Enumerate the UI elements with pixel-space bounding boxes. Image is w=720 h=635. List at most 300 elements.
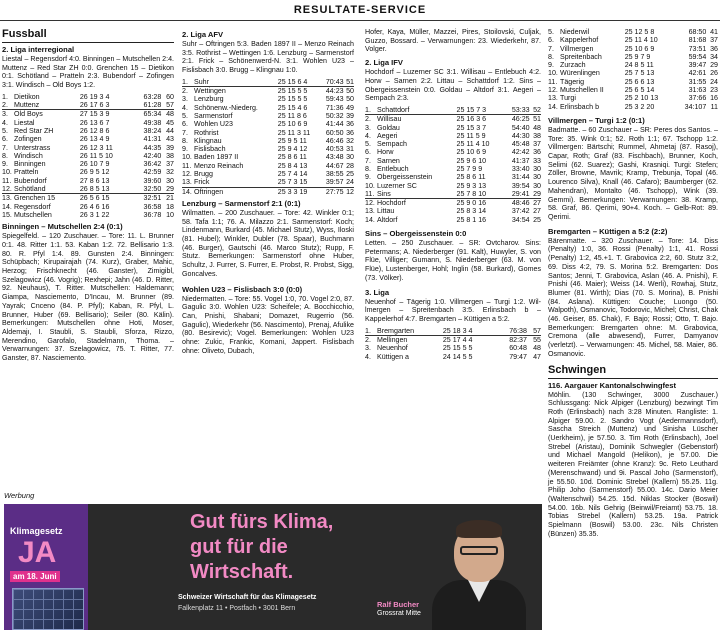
standings-points: 36 <box>346 128 354 137</box>
standings-record: 25 11 4 10 <box>624 36 658 45</box>
standings-goals: 33:40 <box>511 165 530 173</box>
standings-record: 25 18 3 4 <box>443 327 496 336</box>
standings-record: 25 12 5 8 <box>624 28 655 36</box>
standings-record: 25 9 4 12 <box>277 145 308 154</box>
standings-row <box>548 45 718 53</box>
standings-rank: 10. <box>2 168 12 177</box>
league-heading: 2. Liga interregional <box>2 45 75 54</box>
standings-goals: 46:46 <box>325 136 344 145</box>
standings-points: 23 <box>710 86 718 95</box>
standings-points: 29 <box>530 190 541 199</box>
standings-goals: 53:33 <box>504 106 530 115</box>
standings-team: Villmergen <box>560 44 594 53</box>
standings-record: 25 11 5 9 <box>456 131 486 140</box>
standings-row <box>2 144 174 152</box>
standings-points: 50 <box>346 87 354 96</box>
standings-points: 34 <box>710 52 718 61</box>
standings-goals: 41:44 <box>325 120 344 129</box>
standings-record: 25 10 6 9 <box>456 148 487 157</box>
standings-points: 24 <box>710 77 718 86</box>
standings-points: 45 <box>166 118 174 127</box>
ad-label: Werbung <box>4 491 35 500</box>
ad-person-role: Grossrat Mitte <box>377 610 421 617</box>
standings-goals: 79:47 <box>509 352 527 361</box>
ad-vote-date: am 18. Juni <box>10 571 60 582</box>
standings-record: 26 13 4 9 <box>79 135 110 144</box>
standings-row <box>365 353 541 361</box>
standings-goals: 44:23 <box>325 87 344 96</box>
standings-rank: 6. <box>548 36 554 45</box>
standings-points: 21 <box>166 194 174 203</box>
standings-rank: 5. <box>182 112 188 120</box>
standings-goals: 40:53 <box>325 145 344 154</box>
standings-rank: 5. <box>2 127 8 135</box>
standings-team: Bremgarten <box>377 327 443 336</box>
standings-team: Küttigen a <box>377 352 409 361</box>
standings-goals: 36:42 <box>143 160 162 169</box>
standings-goals: 39:47 <box>688 61 707 70</box>
standings-team: Neuenhof <box>377 344 408 353</box>
standings-team: Entlebuch <box>377 165 409 173</box>
standings-goals: 31:55 <box>688 77 707 86</box>
standings-row <box>182 78 354 87</box>
standings-points: 32 <box>346 136 354 145</box>
standings-team: Turgi <box>560 94 576 103</box>
standings-team: Pratteln <box>14 168 39 177</box>
standings-record: 25 8 6 11 <box>456 173 486 182</box>
standings-rank: 11. <box>2 176 12 185</box>
results-summary: Suhr – Oftringen 5:3. Baden 1897 II – Menzo Reinach 3:5. Rothrist – Wettingen 1:6. Lenzburg – Sarmenstorf 2:1. Frick – Schönenwerd-N. 3:1. Wohlen U23 – Fislisbach 3:0. Brugg – Klingnau 1:0. <box>182 40 354 75</box>
standings-rank: 4. <box>182 103 188 112</box>
standings-row <box>548 53 718 61</box>
standings-points: 29 <box>710 61 718 70</box>
standings-points: 52 <box>530 106 541 115</box>
standings-points: 32 <box>166 168 174 177</box>
standings-team: Erlinsbach b <box>560 102 600 111</box>
standings-points: 51 <box>344 78 354 87</box>
standings-rank: 12. <box>365 199 375 208</box>
standings-rank: 13. <box>2 194 12 203</box>
standings-record: 25 11 8 6 <box>277 112 307 120</box>
standings-points: 30 <box>346 153 354 162</box>
standings-goals: 48:46 <box>511 199 530 208</box>
standings-rank: 10. <box>182 153 192 162</box>
standings-rank: 10. <box>548 69 558 78</box>
standings-rank: 13. <box>365 207 375 216</box>
standings-goals: 38:55 <box>325 170 344 179</box>
standings-goals: 34:54 <box>511 215 530 224</box>
standings-points: 28 <box>346 161 354 170</box>
standings-points: 30 <box>533 173 541 182</box>
standings-record: 26 5 6 15 <box>79 194 110 203</box>
standings-goals: 37:42 <box>511 207 530 216</box>
standings-record: 26 10 7 9 <box>79 160 110 169</box>
standings-record: 25 9 6 10 <box>456 156 487 165</box>
standings-row <box>365 344 541 352</box>
standings-goals: 76:38 <box>495 327 527 336</box>
standings-points: 39 <box>346 112 354 120</box>
standings-goals: 32:51 <box>143 194 162 203</box>
standings-row <box>365 115 541 124</box>
standings-rank: 15. <box>2 210 12 219</box>
standings-team: Schattdorf <box>377 106 457 115</box>
standings-team: Wohlen U23 <box>194 120 233 129</box>
standings-row <box>182 87 354 96</box>
standings-record: 25 15 4 6 <box>277 103 308 112</box>
standings-record: 25 8 6 11 <box>277 153 307 162</box>
standings-team: Sins <box>377 190 457 199</box>
standings-goals: 60:48 <box>509 344 527 353</box>
header-rule <box>0 20 720 21</box>
standings-row <box>365 173 541 181</box>
section-heading-fussball: Fussball <box>2 28 174 43</box>
match-report-body: Spiegelfeld. – 120 Zuschauer. – Tore: 11. L. Brunner 0:1. 48. Ritter 1:1. 53. Kaban 1:2. 72. Bellisario 1:3. 80. R. Pfyl 1:4. 89. Gunsten 2:4. Binningen: Schüpbach; Kirupairajah (74. Kurz), Graber, Mahic, Herzog; Frischknecht (46. Ganster), Zimigibl, Szelagowicz (46. Vogrig); Rexhepi; Jahn (46. D. Ritter, 92. Neuhaus), T. Ritter. Mutschellen: Haldemann; Giampa, Nasciemento, D'Incau, M. Brunner (89. Yayrak; Cnceno (84. P. Pfyl); Kaban, R. Pfyl, L. Brunner, Huber (69. Bellisario); Seiler (80. Kälin). Bemerkungen: Mutschellen ohne Hoti, Moser, Aldemajı, I. Staubli, S. Staubli, Sforza, Rizzo, Merendino, Garofalo, Stadelmann, Thoma. – Verwarnungen: 37. Szelagowicz, 75. T. Ritter, 77. Ganster, 87. Nasciemento. <box>2 232 174 363</box>
standings-points: 25 <box>533 215 541 224</box>
standings-record: 25 8 3 14 <box>456 207 487 216</box>
standings-goals: 63:28 <box>143 92 162 101</box>
standings-goals: 71:36 <box>325 103 344 112</box>
standings-rank: 4. <box>365 131 371 140</box>
standings-points: 37 <box>166 160 174 169</box>
standings-rank: 9. <box>365 173 371 182</box>
standings-points: 16 <box>710 94 718 103</box>
column-3 <box>365 28 541 364</box>
standings-row <box>182 187 354 196</box>
standings-row <box>2 203 174 211</box>
standings-team: Schötland <box>14 185 80 194</box>
league-heading: 2. Liga IFV <box>365 58 403 68</box>
standings-team: Windisch <box>14 151 43 160</box>
ad-vote-text: JA <box>18 536 57 569</box>
standings-record: 26 13 6 7 <box>79 118 110 127</box>
standings-points: 33 <box>533 156 541 165</box>
standings-rank: 1. <box>365 106 377 115</box>
standings-goals: 37:66 <box>688 94 707 103</box>
standings-rank: 14. <box>182 187 192 196</box>
standings-team: Sempach <box>377 140 407 149</box>
standings-record: 26 4 6 16 <box>79 202 110 211</box>
match-report-body: Letten. – 250 Zuschauer. – SR: Ovtcharov. Sins: Petermans; A. Niederberger (91. Kalt), Huwyler, S. von Flüe, Villiger; Gumann, S. Niederberger (63. M. von Flüe), Lustenberger, Hohl; Inglin (58. Burkard), Gomes (73. Völker). <box>365 239 541 282</box>
standings-team: Spreitenbach <box>560 52 602 61</box>
standings-row <box>182 129 354 137</box>
standings-points: 18 <box>166 202 174 211</box>
standings-rank: 2. <box>2 101 14 110</box>
standings-row <box>2 135 174 143</box>
standings-rank: 9. <box>182 145 188 154</box>
standings-row <box>2 93 174 101</box>
standings-team: Würenlingen <box>560 69 600 78</box>
standings-points: 27 <box>533 199 541 208</box>
standings-points: 49 <box>346 103 354 112</box>
standings-rank: 8. <box>365 165 371 173</box>
standings-record: 25 8 4 13 <box>277 161 308 170</box>
standings-record: 25 16 3 6 <box>456 115 487 124</box>
standings-row <box>365 327 541 336</box>
standings-row <box>182 112 354 120</box>
page-header <box>0 0 720 22</box>
event-title: 116. Aargauer Kantonalschwingfest <box>548 380 677 390</box>
standings-goals: 42:59 <box>143 168 162 177</box>
standings-row <box>548 94 718 102</box>
standings-row <box>2 185 174 194</box>
standings-goals: 34:107 <box>684 102 707 111</box>
standings-rank: 6. <box>182 120 188 129</box>
standings-record: 26 12 3 11 <box>79 143 113 152</box>
standings-points: 57 <box>527 327 541 336</box>
standings-row <box>365 140 541 148</box>
standings-record: 27 8 6 13 <box>79 176 110 185</box>
standings-rank: 8. <box>2 151 8 160</box>
league-heading: 2. Liga AFV <box>182 30 224 39</box>
standings-goals: 60:50 <box>325 128 344 137</box>
standings-goals: 39:54 <box>511 181 530 190</box>
column-4 <box>548 28 718 540</box>
standings-team: Tägerig <box>560 77 585 86</box>
results-summary: Liestal – Regensdorf 4:0. Binningen – Mutschellen 2:4. Muttenz – Red Star ZH 0:0. Grenchen 15 – Dietikon 0:1. Schötland – Pratteln 2:3. Bubendorf – Zofingen 3:1. Windisch – Old Boys 1:2. <box>2 55 174 90</box>
standings-points: 41 <box>710 28 718 36</box>
match-report-title: Lenzburg – Sarmenstorf 2:1 (0:1) <box>182 198 301 208</box>
standings-record: 26 9 5 12 <box>79 168 110 177</box>
standings-goals: 36:78 <box>143 210 162 219</box>
standings-goals: 41:37 <box>511 156 530 165</box>
standings-team: Aegeri <box>377 131 398 140</box>
standings-rank: 9. <box>548 61 554 70</box>
ad-campaign-name: Klimagesetz <box>10 526 63 536</box>
standings-rank: 7. <box>182 128 188 137</box>
standings-record: 26 11 5 10 <box>79 151 113 160</box>
standings-record: 24 14 5 5 <box>442 352 473 361</box>
standings-rank: 11. <box>365 190 377 199</box>
standings-rank: 3. <box>182 95 188 104</box>
standings-team: Goldau <box>377 123 400 132</box>
standings-points: 30 <box>166 176 174 185</box>
standings-row <box>182 104 354 112</box>
standings-goals: 43:48 <box>325 153 344 162</box>
standings-goals: 82:37 <box>509 336 527 344</box>
solar-panel-icon <box>12 588 84 630</box>
standings-points: 31 <box>346 145 354 154</box>
ad-sponsor <box>178 592 316 614</box>
standings-record: 25 7 3 15 <box>278 178 321 187</box>
standings-record: 25 3 3 19 <box>277 187 308 196</box>
standings-row <box>365 165 541 173</box>
standings-row <box>548 36 718 44</box>
standings-team: Oftringen <box>194 187 224 196</box>
standings-record: 25 7 8 10 <box>457 190 505 199</box>
standings-record: 25 9 5 11 <box>277 136 307 145</box>
match-report-title: Wohlen U23 – Fislisbach 3:0 (0:0) <box>182 284 303 294</box>
standings-record: 25 9 3 13 <box>456 181 487 190</box>
standings-team: Zurzach <box>560 61 586 70</box>
standings-rank: 3. <box>365 344 371 353</box>
standings-rank: 10. <box>365 181 375 190</box>
ad-sponsor-name: Schweizer Wirtschaft für das Klimagesetz <box>178 594 317 601</box>
standings-row <box>365 182 541 190</box>
standings-points: 60 <box>166 92 174 101</box>
standings-goals: 42:40 <box>143 151 162 160</box>
standings-rank: 6. <box>2 135 8 144</box>
standings-points: 47 <box>533 352 541 361</box>
standings-rank: 2. <box>365 336 371 344</box>
standings-goals: 54:40 <box>511 123 530 132</box>
standings-rank: 3. <box>2 110 8 119</box>
standings-table <box>2 93 174 219</box>
standings-goals: 36:58 <box>143 202 162 211</box>
match-report-continued: Hofer, Kaya, Müller, Mazzei, Pires, Stoilovski, Culjak, Guzzo, Bossard. – Verwarnungen: 23. Wiederkehr, 87. Volger. <box>365 28 541 54</box>
standings-rank: 7. <box>2 143 8 152</box>
standings-points: 57 <box>161 101 174 110</box>
standings-team: Littau <box>377 207 395 216</box>
standings-rank: 13. <box>548 94 558 103</box>
standings-row <box>2 127 174 135</box>
standings-rank: 11. <box>182 161 192 170</box>
ad-headline-line: gut für die <box>190 536 288 558</box>
standings-record: 25 11 4 10 <box>456 140 490 149</box>
standings-goals: 41:31 <box>143 135 162 144</box>
standings-points: 55 <box>533 336 541 344</box>
standings-team: Klingnau <box>194 136 222 145</box>
standings-row <box>2 160 174 168</box>
event-results-body: Möhlin. (130 Schwinger, 3000 Zuschauer.) Schlussgang: Nick Alpiger (Lenzburg) bezwingt Tim Roth (Erlinsbach) nach 3:28 Minuten. Rangliste: 1. Alpiger 59.00. 2. Sandro Vogt (Aedermannsdorf), Sascha Streich (Muttenz) und Sinisha Lüscher (Uerkheim), je 57.50. 3. Tim Roth (Erlinsbach), Joel Strebel (Aristau), Dominik Schwegler (Gebenstorf) und Michael Mangold (Helikon), je 57.00. Die weiteren Freiämter (ohne Kranz): 9c. Reto Leuthard (Merenschwand) und 9i. Pascal Joho (Sarmenstorf), je 55.50. 10d. Dominic Strebel (Kallern) 55.25. 11g. Philip Joho (Sarmenstorf) 55.00. 14c. Dario Meier (Waltenschwil) 54.25. 15d. Niklas Stocker (Boswil) 54.00. 16b. Nils Gehrig (Beinwil/Freiamt) 53.75. 18. Tobias Strebel (Kallern) 53.25. 19a. Patrick Spielmann (Boswil) 53.00. 23c. Nils Christen (Bünzen) 35.35. <box>548 390 718 538</box>
standings-rank: 14. <box>2 202 12 211</box>
standings-row <box>2 119 174 127</box>
standings-points: 29 <box>161 185 174 194</box>
standings-record: 25 8 1 16 <box>456 215 487 224</box>
standings-rank: 8. <box>548 52 554 61</box>
standings-row <box>182 120 354 128</box>
standings-points: 48 <box>533 344 541 353</box>
standings-row <box>2 168 174 176</box>
standings-goals: 68:50 <box>688 28 707 36</box>
standings-record: 25 17 4 4 <box>442 336 473 344</box>
standings-team: Altdorf <box>377 215 398 224</box>
standings-points: 50 <box>346 95 354 104</box>
standings-team: Bubendorf <box>14 176 47 185</box>
standings-goals: 70:43 <box>320 78 343 87</box>
standings-goals: 42:42 <box>511 148 530 157</box>
standings-team: Kappelerhof <box>560 36 599 45</box>
standings-rank: 12. <box>2 185 14 194</box>
standings-record: 26 12 8 6 <box>79 127 110 135</box>
section-heading-schwingen: Schwingen <box>548 364 718 379</box>
standings-team: Baden 1897 II <box>194 153 239 162</box>
standings-row <box>365 199 541 208</box>
standings-row <box>365 336 541 345</box>
standings-team: Sarmenstorf <box>194 112 233 120</box>
standings-team: Willisau <box>377 115 402 124</box>
standings-goals: 42:61 <box>688 69 707 78</box>
standings-record: 25 10 6 9 <box>277 120 308 129</box>
standings-points: 51 <box>533 115 541 124</box>
standings-row <box>2 101 174 110</box>
standings-row <box>548 78 718 86</box>
standings-points: 27 <box>533 207 541 216</box>
standings-goals: 50:32 <box>325 112 344 120</box>
standings-record: 25 3 2 20 <box>624 102 655 111</box>
standings-team: Grenchen 15 <box>14 194 56 203</box>
standings-rank: 5. <box>365 140 371 149</box>
standings-goals: 44:35 <box>143 143 162 152</box>
standings-goals: 61:28 <box>133 101 162 110</box>
standings-goals: 46:25 <box>511 115 530 124</box>
standings-goals: 45:48 <box>511 140 530 149</box>
standings-row <box>548 61 718 69</box>
standings-record: 25 6 6 13 <box>624 77 655 86</box>
standings-row <box>182 95 354 103</box>
standings-record: 25 15 5 5 <box>277 87 308 96</box>
match-report-title: Bremgarten – Küttigen a 5:2 (2:2) <box>548 226 668 236</box>
standings-rank: 6. <box>365 148 371 157</box>
page-header-title: RESULTATE-SERVICE <box>293 4 427 16</box>
standings-goals: 39:57 <box>320 178 343 187</box>
standings-record: 25 15 6 4 <box>278 78 321 87</box>
standings-row <box>365 124 541 132</box>
standings-goals: 31:63 <box>688 86 707 95</box>
standings-goals: 39:60 <box>143 176 162 185</box>
standings-goals: 49:38 <box>143 118 162 127</box>
standings-team: Hochdorf <box>377 199 406 208</box>
standings-table-continued <box>548 28 718 111</box>
standings-record: 24 8 5 11 <box>624 61 654 70</box>
standings-row <box>365 157 541 165</box>
standings-rank: 2. <box>365 115 371 124</box>
match-report-body: Wilmatten. – 200 Zuschauer. – Tore: 42. Winkler 0:1; 58. Tafa 1:1; 76. A. Milazzo 2:1. Sarmenstorf: Koch; Lindenmann, Burkard (45. Michael Stutz), Wyss, Iloski (81. Hubel); Winkler, Dubler (78. Spaar), Buchmann (46. Burger), Gautschi (46. Marco Stutz); Rupp, F. Stutz. Bemerkungen: Sarmenstorf ohne Huber, Schultz, J. Furrer, S. Furrer, E. Probst, R. Probst, Sigg, Goncalves. <box>182 208 354 278</box>
standings-goals: 32:50 <box>133 185 162 194</box>
standings-record: 25 6 5 14 <box>624 86 655 95</box>
standings-team: Suhr <box>194 78 278 87</box>
standings-rank: 7. <box>365 156 371 165</box>
standings-record: 25 9 0 16 <box>456 199 487 208</box>
standings-points: 48 <box>533 123 541 132</box>
standings-table <box>365 327 541 361</box>
standings-rank: 12. <box>182 170 192 179</box>
standings-record: 25 9 7 9 <box>624 52 651 61</box>
match-report-body: Niedermatten. – Tore: 55. Vogel 1:0, 70. Vogel 2:0, 87. Gagulic 3:0. Wohlen U23: Scheifele; A. Bocchicchio, Can, Pnishi, Shabani; Domazet, Rugerrio (56. Gagulic), Wiederkehr (56. Nascimento), Prenaj, Afulike (80. Besirevic); Vogel. Bemerkungen: Wohlen U23 ohne: Zukic, Frankic, Komani, Jappert. Fislisbach ohne: Oliveto, Dubach, <box>182 294 354 355</box>
ad-headline-line: Gut fürs Klima, <box>190 511 334 533</box>
standings-team: Niederwil <box>560 28 590 36</box>
standings-points: 30 <box>533 181 541 190</box>
standings-record: 25 15 3 7 <box>456 123 487 132</box>
advertisement[interactable] <box>4 504 542 630</box>
standings-team: Obergeissenstein <box>377 173 433 182</box>
standings-goals: 59:43 <box>325 95 344 104</box>
standings-points: 11 <box>710 102 718 111</box>
standings-rank: 14. <box>365 215 375 224</box>
standings-points: 12 <box>346 187 354 196</box>
standings-points: 24 <box>344 178 354 187</box>
standings-record: 26 3 1 22 <box>79 210 110 219</box>
standings-table <box>182 78 354 196</box>
standings-team: Red Star ZH <box>14 127 54 135</box>
standings-row <box>548 86 718 94</box>
standings-team: Mutschellen <box>14 210 52 219</box>
standings-team: Wettingen <box>194 87 226 96</box>
standings-team: Muttenz <box>14 101 80 110</box>
standings-team: Schönenw.-Niederg. <box>194 103 258 112</box>
results-summary: Hochdorf – Luzerner SC 3:1. Willisau – Entlebuch 4:2. Horw – Sarnen 2:2. Littau – Schattdorf 1:2. Sins – Obergeissenstein 0:0. Goldau – Altdorf 3:1. Aegeri – Sempach 2:3. <box>365 68 541 103</box>
standings-team: Regensdorf <box>14 202 51 211</box>
standings-goals: 59:54 <box>688 52 707 61</box>
ad-portrait <box>424 514 534 630</box>
standings-table <box>365 106 541 224</box>
standings-goals: 81:68 <box>688 36 707 45</box>
standings-row <box>182 137 354 145</box>
standings-points: 36 <box>533 148 541 157</box>
standings-rank: 2. <box>182 87 188 96</box>
standings-goals: 65:34 <box>143 110 162 119</box>
standings-team: Zofingen <box>14 135 42 144</box>
standings-rank: 7. <box>548 44 554 53</box>
